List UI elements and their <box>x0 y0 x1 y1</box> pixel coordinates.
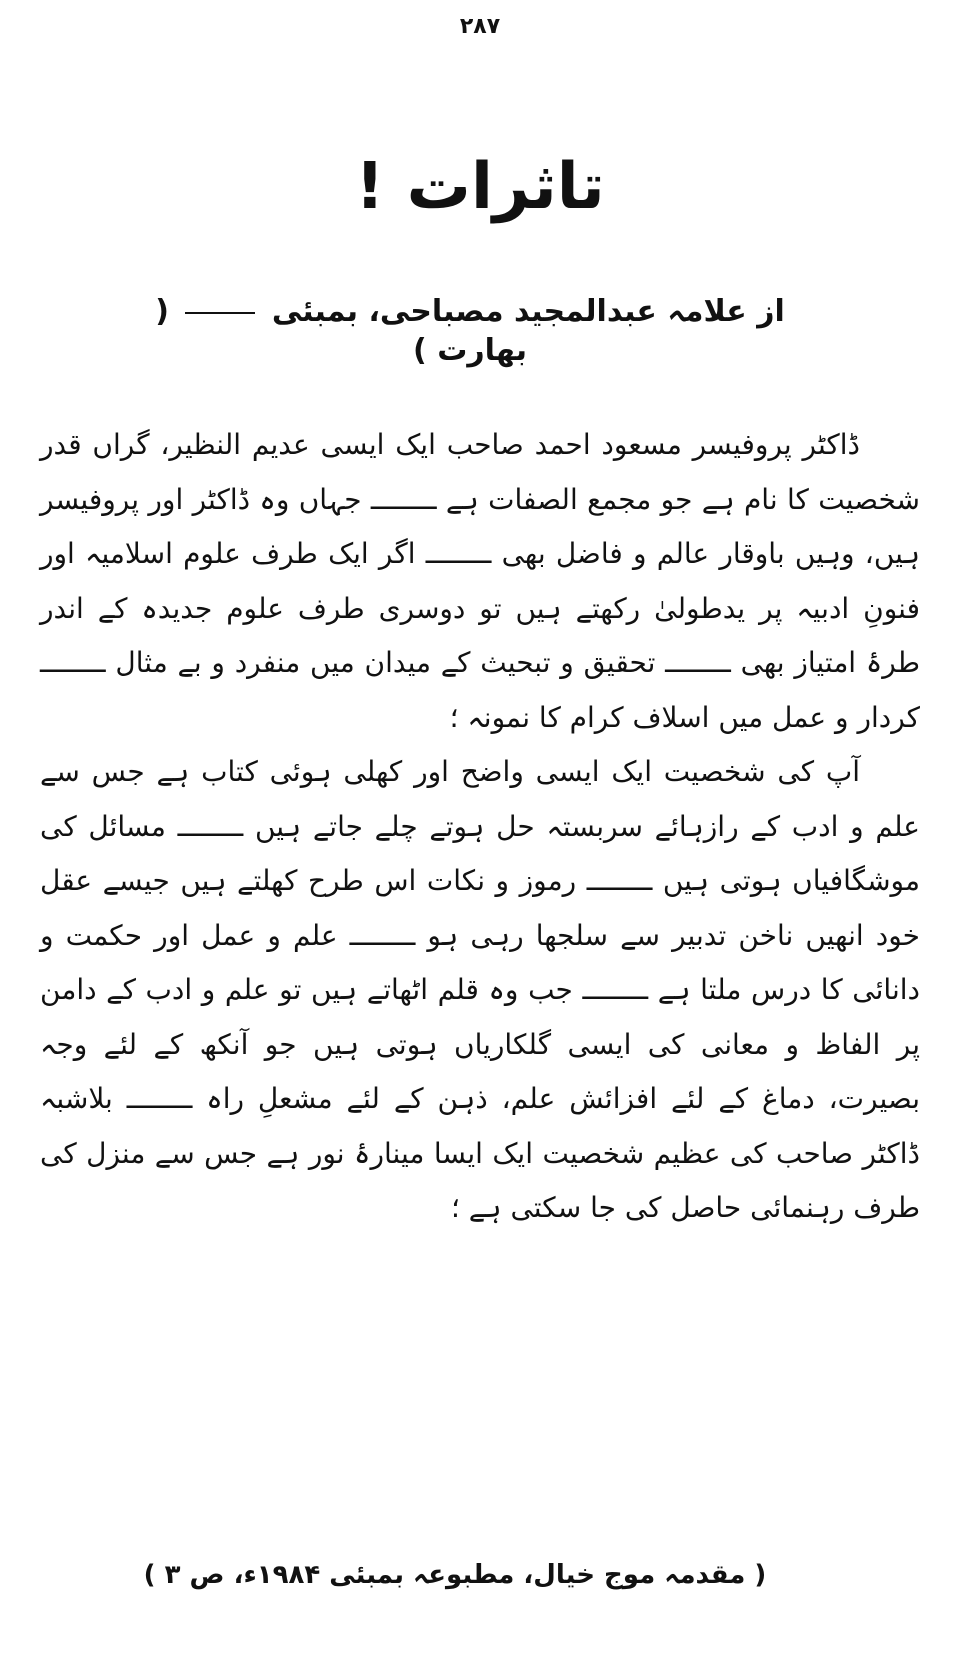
page-title: تاثرات ! <box>355 150 605 224</box>
body-paragraph-2: آپ کی شخصیت ایک ایسی واضح اور کھلی ہوئی کتاب ہے جس سے علم و ادب کے رازہائے سربستہ حل ہوتے چلے جاتے ہیں ــــــــ مسائل کی موشگافیاں ہوتی ہیں ــــــــ رموز و نکات اس طرح کھلتے ہیں جیسے عقل خود انھیں ناخن تدبیر سے سلجھا رہی ہو ــــــــ علم و عمل اور حکمت و دانائی کا درس ملتا ہے ــــــــ جب وہ قلم اٹھاتے ہیں تو علم و ادب کے دامن پر الفاظ و معانی کی ایسی گلکاریاں ہوتی ہیں جو آنکھ کے لئے وجہ بصیرت، دماغ کے لئے افزائش علم، ذہن کے لئے مشعلِ راہ ــــــــ بلاشبہ ڈاکٹر صاحب کی عظیم شخصیت ایک ایسا مینارۂ نور ہے جس سے منزل کی طرف رہنمائی حاصل کی جا سکتی ہے ؛ <box>40 755 920 1224</box>
source-citation: ( مقدمہ موج خیال، مطبوعہ بمبئی ۱۹۸۴ء، ص ۳ ) <box>143 1560 767 1590</box>
byline-dash <box>185 312 255 314</box>
author-byline <box>150 292 790 370</box>
page-number: ۲۸۷ <box>459 14 501 39</box>
article-body <box>40 418 920 1236</box>
author-region: ( بھارت ) <box>155 294 527 368</box>
author-name: از علامہ عبدالمجید مصباحی، بمبئی <box>271 294 785 329</box>
body-paragraph-1: ڈاکٹر پروفیسر مسعود احمد صاحب ایک ایسی عدیم النظیر، گراں قدر شخصیت کا نام ہے جو مجمع الصفات ہے ــــــــ جہاں وہ ڈاکٹر اور پروفیسر ہیں، وہیں باوقار عالم و فاضل بھی ــــــــ اگر ایک طرف علوم اسلامیہ اور فنونِ ادبیہ پر یدطولیٰ رکھتے ہیں تو دوسری طرف علوم جدیدہ کے اندر طرۂ امتیاز بھی ــــــــ تحقیق و تبحیث کے میدان میں منفرد و بے مثال ــــــــ کردار و عمل میں اسلاف کرام کا نمونہ ؛ <box>40 428 920 734</box>
